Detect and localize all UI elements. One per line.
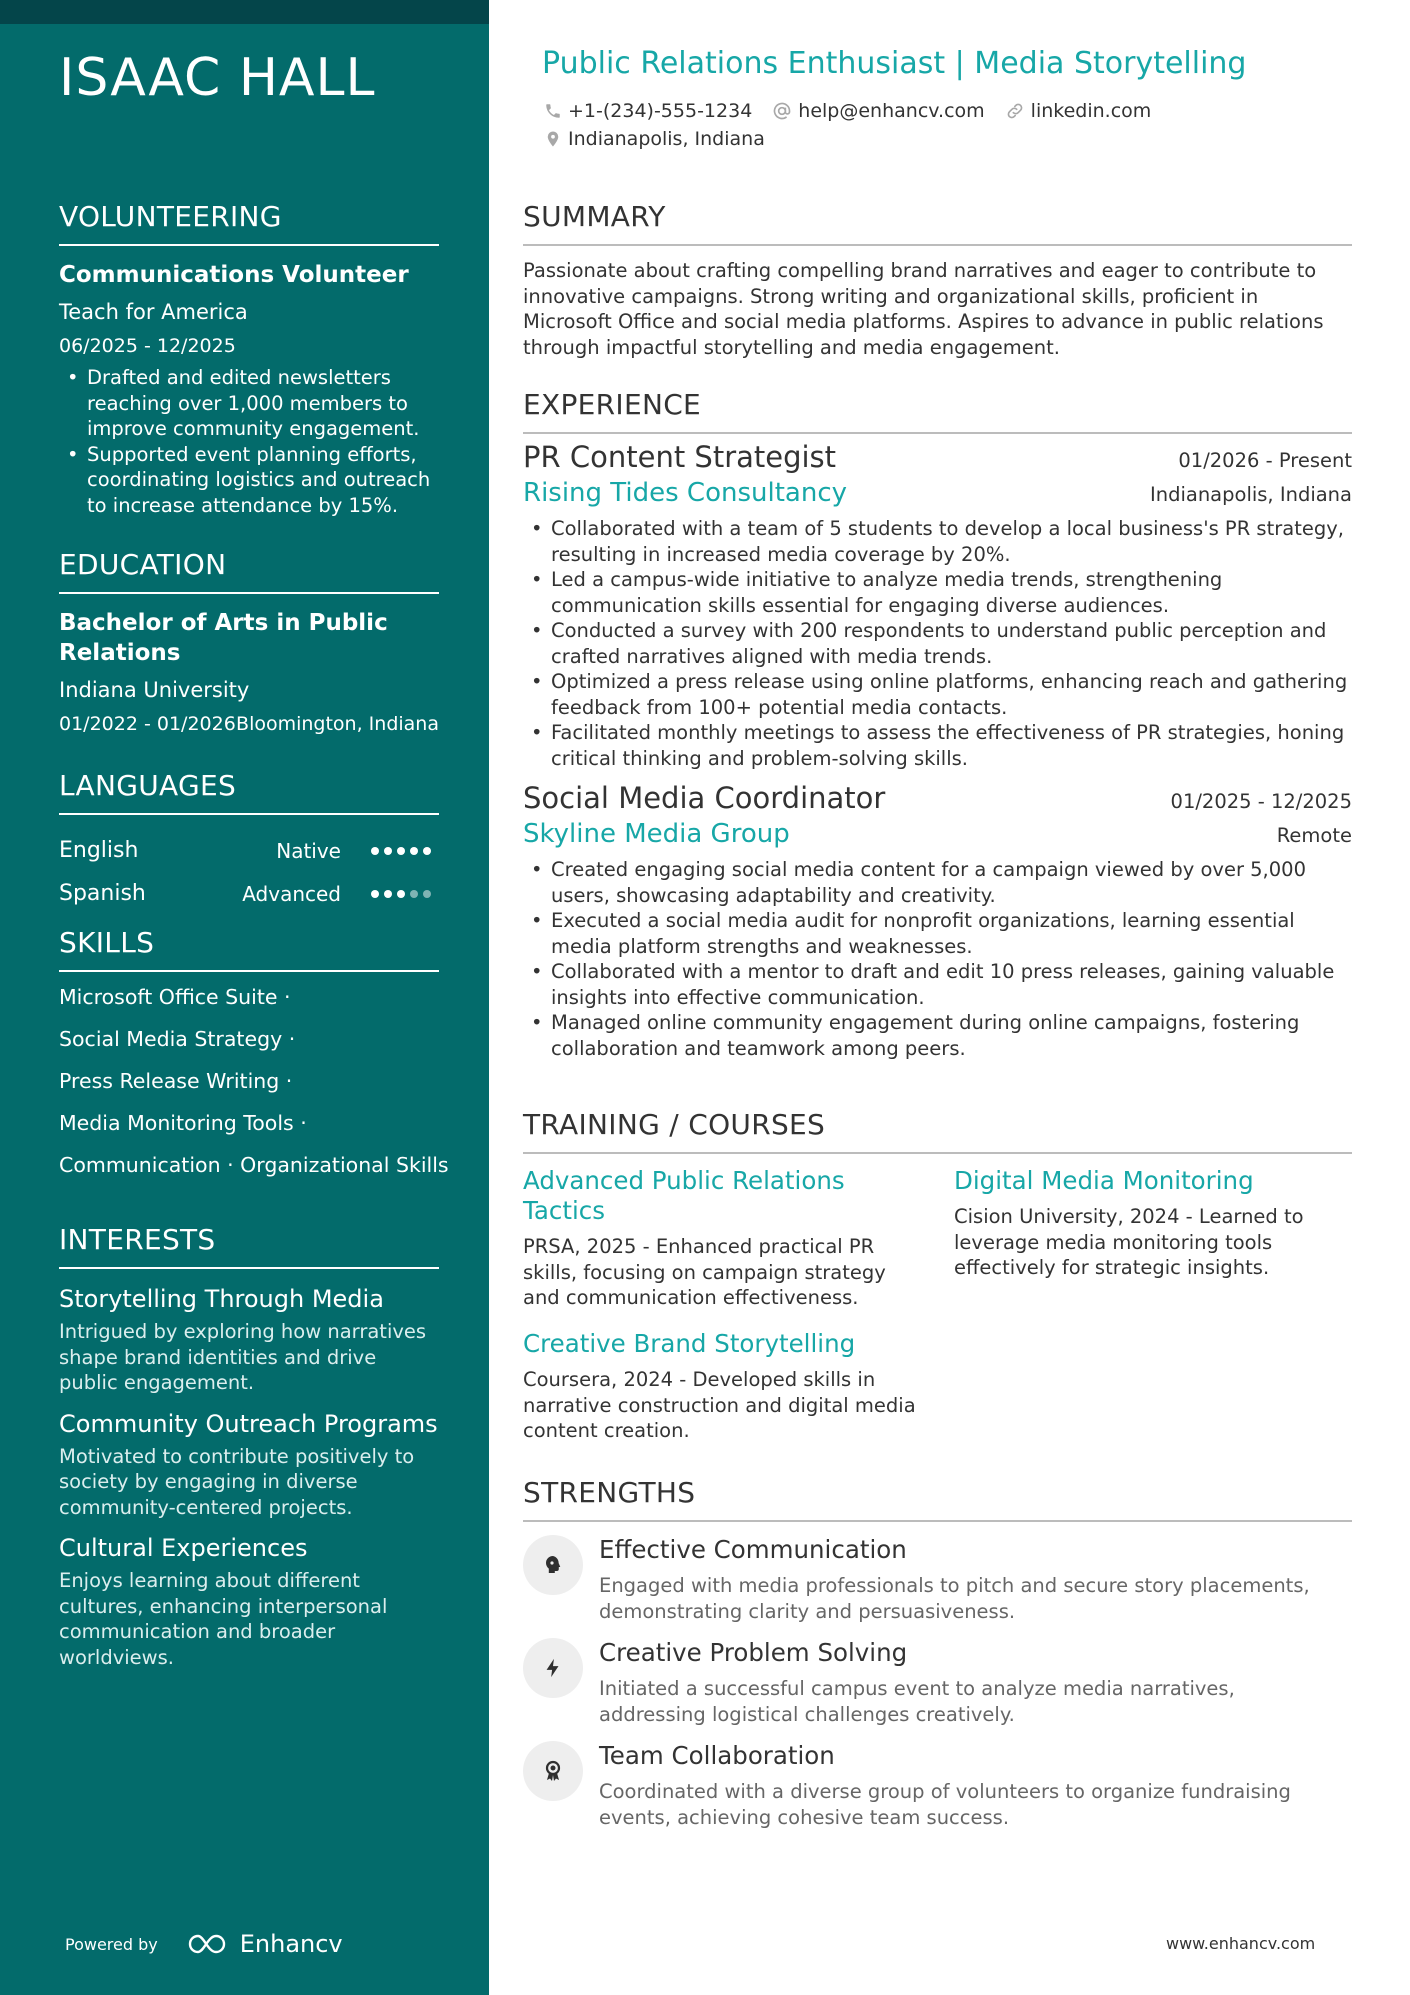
- course-item: [954, 1166, 1352, 1281]
- strength-desc: Initiated a successful campus event to analyze media narratives, addressing logistical challenges creatively.: [599, 1677, 1235, 1726]
- award-icon: [523, 1741, 583, 1801]
- education-meta: [59, 712, 439, 737]
- link-text: linkedin.com: [1030, 100, 1152, 122]
- course-title: Digital Media Monitoring: [954, 1166, 1254, 1195]
- education-section: [59, 548, 439, 737]
- job-entry: [523, 779, 1352, 1061]
- rating-dot-filled: [397, 890, 405, 898]
- rating-dot-filled: [397, 847, 405, 855]
- degree: Bachelor of Arts in Public Relations: [59, 610, 388, 666]
- interest-item: [59, 1283, 439, 1396]
- link-icon: [1005, 101, 1025, 121]
- phone-text: +1-(234)-555-1234: [568, 100, 753, 122]
- list-item: • Managed online community engagement during online campaigns, fostering collaboration and teamwork among peers.: [523, 1010, 1352, 1061]
- sidebar-top-bar: [0, 0, 489, 24]
- powered-by-label: Powered by: [65, 1934, 158, 1954]
- list-item: • Collaborated with a team of 5 students to develop a local business's PR strategy, resulting in increased media coverage by 20%.: [523, 516, 1352, 567]
- course-item: [523, 1329, 923, 1444]
- skill-row: Communication · Organizational Skills: [59, 1153, 449, 1177]
- footer-website[interactable]: www.enhancv.com: [1166, 1934, 1316, 1953]
- job-header: [523, 438, 1352, 476]
- job-company: Skyline Media Group: [523, 819, 790, 849]
- volunteering-heading: VOLUNTEERING: [59, 200, 439, 246]
- education-location: Bloomington, Indiana: [236, 713, 439, 735]
- job-title: PR Content Strategist: [523, 440, 837, 474]
- languages-heading: LANGUAGES: [59, 769, 439, 815]
- languages-section: [59, 769, 439, 915]
- list-item: • Supported event planning efforts, coordinating logistics and outreach to increase attendance by 15%.: [59, 442, 439, 519]
- summary-heading: SUMMARY: [523, 200, 1352, 246]
- job-entry: [523, 438, 1352, 771]
- list-item: • Created engaging social media content for a campaign viewed by over 5,000 users, showcasing adaptability and creativity.: [523, 857, 1352, 908]
- course-desc: PRSA, 2025 - Enhanced practical PR skills, focusing on campaign strategy and communication effectiveness.: [523, 1235, 886, 1309]
- interest-title: Community Outreach Programs: [59, 1409, 438, 1438]
- location-row: [544, 128, 785, 150]
- course-title: Creative Brand Storytelling: [523, 1329, 856, 1358]
- education-dates: 01/2022 - 01/2026: [59, 713, 236, 735]
- location-pin-icon: [544, 129, 562, 149]
- rating-dot-filled: [371, 890, 379, 898]
- at-icon: [772, 101, 792, 121]
- job-location: Remote: [1276, 824, 1352, 847]
- list-item: • Optimized a press release using online platforms, enhancing reach and gathering feedback from 100+ potential media contacts.: [523, 669, 1352, 720]
- skills-section: [59, 926, 449, 1186]
- interest-desc: Intrigued by exploring how narratives shape brand identities and drive public engagement.: [59, 1320, 427, 1394]
- job-header: [523, 779, 1352, 817]
- job-subheader: [523, 476, 1352, 510]
- list-item: • Drafted and edited newsletters reaching over 1,000 members to improve community engagement.: [59, 365, 439, 442]
- interest-item: [59, 1532, 439, 1670]
- enhancv-logo[interactable]: [186, 1930, 343, 1958]
- rating-dot-filled: [371, 847, 379, 855]
- language-row: [59, 872, 439, 915]
- list-item: • Led a campus-wide initiative to analyze media trends, strengthening communication skills essential for engaging diverse audiences.: [523, 567, 1352, 618]
- job-title: Social Media Coordinator: [523, 781, 886, 815]
- job-subheader: [523, 817, 1352, 851]
- candidate-name: ISAAC HALL: [59, 48, 376, 108]
- list-item: • Facilitated monthly meetings to assess the effectiveness of PR strategies, honing critical thinking and problem-solving skills.: [523, 720, 1352, 771]
- interest-desc: Enjoys learning about different cultures, enhancing interpersonal communication and broader worldviews.: [59, 1569, 388, 1669]
- interests-section: [59, 1223, 439, 1670]
- rating-dot-filled: [410, 847, 418, 855]
- school: Indiana University: [59, 678, 250, 702]
- strength-title: Creative Problem Solving: [599, 1638, 908, 1667]
- education-heading: EDUCATION: [59, 548, 439, 594]
- interests-heading: INTERESTS: [59, 1223, 439, 1269]
- strengths-heading: STRENGTHS: [523, 1476, 1352, 1522]
- job-bullets: [523, 516, 1352, 771]
- language-row: [59, 829, 439, 872]
- course-desc: Cision University, 2024 - Learned to leverage media monitoring tools effectively for strategic insights.: [954, 1205, 1304, 1279]
- phone[interactable]: [544, 100, 752, 122]
- rating-dot-empty: [410, 890, 418, 898]
- strength-desc: Engaged with media professionals to pitch and secure story placements, demonstrating clarity and persuasiveness.: [599, 1574, 1310, 1623]
- sidebar: [0, 0, 489, 1995]
- volunteer-org: Teach for America: [59, 300, 248, 324]
- job-company: Rising Tides Consultancy: [523, 478, 847, 508]
- course-item: [523, 1166, 923, 1311]
- language-level: Advanced: [242, 881, 341, 906]
- skill-row: Social Media Strategy ·: [59, 1027, 296, 1051]
- course-desc: Coursera, 2024 - Developed skills in narrative construction and digital media content creation.: [523, 1368, 916, 1442]
- language-name: Spanish: [59, 881, 146, 906]
- rating-dot-filled: [423, 847, 431, 855]
- skills-heading: SKILLS: [59, 926, 439, 972]
- interest-item: [59, 1408, 439, 1521]
- linkedin-link[interactable]: [1005, 100, 1152, 122]
- powered-by: [65, 1930, 343, 1958]
- interest-title: Cultural Experiences: [59, 1534, 308, 1562]
- head-icon: [523, 1535, 583, 1595]
- experience-section: [523, 388, 1352, 1061]
- volunteer-bullets: [59, 365, 439, 518]
- enhancv-brand: Enhancv: [239, 1930, 343, 1958]
- volunteer-dates: 06/2025 - 12/2025: [59, 335, 236, 357]
- language-level: Native: [276, 838, 341, 863]
- language-rating: [371, 890, 431, 898]
- interest-desc: Motivated to contribute positively to society by engaging in diverse community-centered projects.: [59, 1444, 415, 1519]
- list-item: • Collaborated with a mentor to draft and edit 10 press releases, gaining valuable insights into effective communication.: [523, 959, 1352, 1010]
- summary-text: Passionate about crafting compelling brand narratives and eager to contribute to innovative campaigns. Strong writing and organizational skills, proficient in Microsoft Office and social media platforms. Aspires to advance in public relations through impactful storytelling and media engagement.: [523, 259, 1324, 359]
- strength-desc: Coordinated with a diverse group of volunteers to organize fundraising events, achieving cohesive team success.: [599, 1780, 1291, 1829]
- job-location: Indianapolis, Indiana: [1149, 483, 1352, 506]
- interest-title: Storytelling Through Media: [59, 1285, 384, 1313]
- language-rating: [371, 847, 431, 855]
- rating-dot-filled: [384, 890, 392, 898]
- experience-heading: EXPERIENCE: [523, 388, 1352, 434]
- lightning-icon: [523, 1638, 583, 1698]
- volunteering-section: [59, 200, 439, 518]
- job-dates: 01/2026 - Present: [1178, 449, 1352, 472]
- email-text: help@enhancv.com: [798, 100, 985, 122]
- strengths-section: [523, 1476, 1352, 1534]
- strength-title: Team Collaboration: [599, 1741, 835, 1770]
- location: [544, 128, 765, 150]
- course-title: Advanced Public Relations Tactics: [523, 1166, 845, 1225]
- volunteer-role: Communications Volunteer: [59, 262, 409, 288]
- contact-row: [544, 100, 1171, 122]
- language-name: English: [59, 838, 139, 863]
- training-section: [523, 1108, 1352, 1466]
- job-dates: 01/2025 - 12/2025: [1170, 790, 1352, 813]
- phone-icon: [544, 102, 562, 120]
- training-heading: TRAINING / COURSES: [523, 1108, 1352, 1154]
- enhancv-logo-icon: [186, 1932, 232, 1956]
- skill-row: Microsoft Office Suite ·: [59, 985, 291, 1009]
- strength-title: Effective Communication: [599, 1535, 907, 1564]
- skill-row: Media Monitoring Tools ·: [59, 1111, 307, 1135]
- list-item: • Executed a social media audit for nonprofit organizations, learning essential media platform strengths and weaknesses.: [523, 908, 1352, 959]
- location-text: Indianapolis, Indiana: [568, 128, 765, 150]
- summary-section: [523, 200, 1352, 360]
- headline: Public Relations Enthusiast | Media Storytelling: [542, 46, 1247, 81]
- skill-row: Press Release Writing ·: [59, 1069, 293, 1093]
- email[interactable]: [772, 100, 984, 122]
- rating-dot-empty: [423, 890, 431, 898]
- list-item: • Conducted a survey with 200 respondents to understand public perception and crafted narratives aligned with media trends.: [523, 618, 1352, 669]
- rating-dot-filled: [384, 847, 392, 855]
- job-bullets: [523, 857, 1352, 1061]
